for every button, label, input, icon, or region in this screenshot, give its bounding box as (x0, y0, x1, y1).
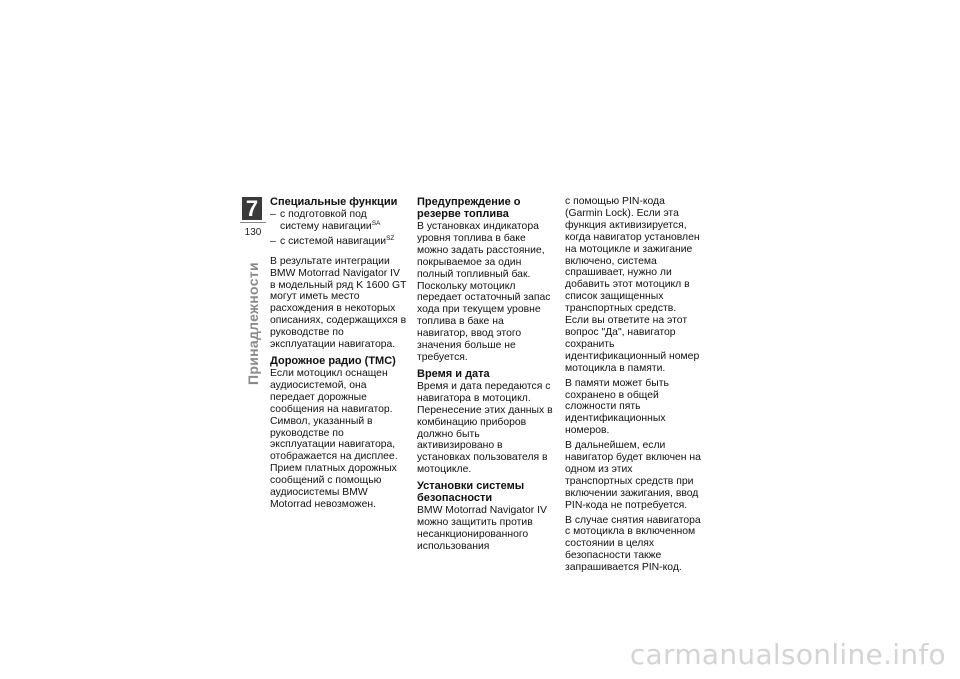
heading-special-functions: Специальные функции (270, 196, 398, 208)
chapter-title (244, 245, 262, 385)
page-number: 130 (244, 227, 262, 238)
list-item-text: с подготовкой под систему навигации (280, 209, 372, 232)
option-code: SZ (386, 234, 395, 242)
text-column-1 (270, 196, 407, 514)
text-column-2 (417, 196, 554, 556)
heading-time-date: Время и дата (417, 367, 490, 380)
option-code: SA (371, 219, 381, 227)
heading-tmc: Дорожное радио (TMC) (270, 354, 396, 367)
list-item-text: с системой навигации (280, 235, 387, 247)
dash-bullet: – (270, 235, 276, 247)
watermark: carmanualsonline.info (629, 638, 946, 671)
list-item (270, 236, 407, 248)
paragraph: В дальнейшем, если навигатор будет включен на одном из этих транспортных средств при включении зажигания, ввод PIN-кода не потребуется. (565, 440, 701, 511)
chapter-divider (240, 222, 266, 223)
paragraph: Если мотоцикл оснащен аудиосистемой, она передает дорожные сообщения на навигатор. Символ, указанный в руководстве по эксплуатации навигатора, отображается на дисплее. Прием платных дорожных сообщений с помощью аудиосистемы BMW Motorrad невозможен. (270, 367, 398, 510)
heading-fuel-reserve: Предупреждение о резерве топлива (417, 196, 521, 220)
paragraph: В результате интеграции BMW Motorrad Navigator IV в модельный ряд K 1600 GT могут иметь место расхождения в некоторых описаниях, содержащихся в руководстве по эксплуатации навигатора. (270, 255, 407, 351)
paragraph: Время и дата передаются с навигатора в мотоцикл. Перенесение этих данных в комбинацию приборов должно быть активизировано в установках пользователя в мотоцикле. (417, 380, 553, 476)
chapter-title-text: Принадлежности (245, 262, 261, 385)
chapter-number: 7 (242, 197, 262, 220)
dash-bullet: – (270, 209, 276, 220)
paragraph: В памяти может быть сохранено в общей сложности пять идентификационных номеров. (565, 377, 669, 437)
paragraph: В установках индикатора уровня топлива в баке можно задать расстояние, покрываемое за один полный топливный бак. Поскольку мотоцикл передает остаточный запас хода при текущем уровне топлива в баке на навигатор, ввод этого значения больше не требуется. (417, 221, 551, 363)
paragraph: с помощью PIN-кода (Garmin Lock). Если эта функция активизируется, когда навигатор установлен на мотоцикле и зажигание включено, система спрашивает, нужно ли добавить этот мотоцикл в список защищенных транспортных средств. Если вы ответите на этот вопрос "Да", навигатор сохранить идентификационный номер мотоцикла в памяти. (565, 196, 700, 374)
heading-security: Установки системы безопасности (417, 480, 525, 505)
text-column-3 (565, 196, 701, 577)
list-item (270, 209, 407, 233)
paragraph: BMW Motorrad Navigator IV можно защитить против несанкционированного использования (417, 505, 547, 552)
paragraph: В случае снятия навигатора с мотоцикла в включенном состоянии в целях безопасности также запрашивается PIN-код. (565, 514, 701, 574)
